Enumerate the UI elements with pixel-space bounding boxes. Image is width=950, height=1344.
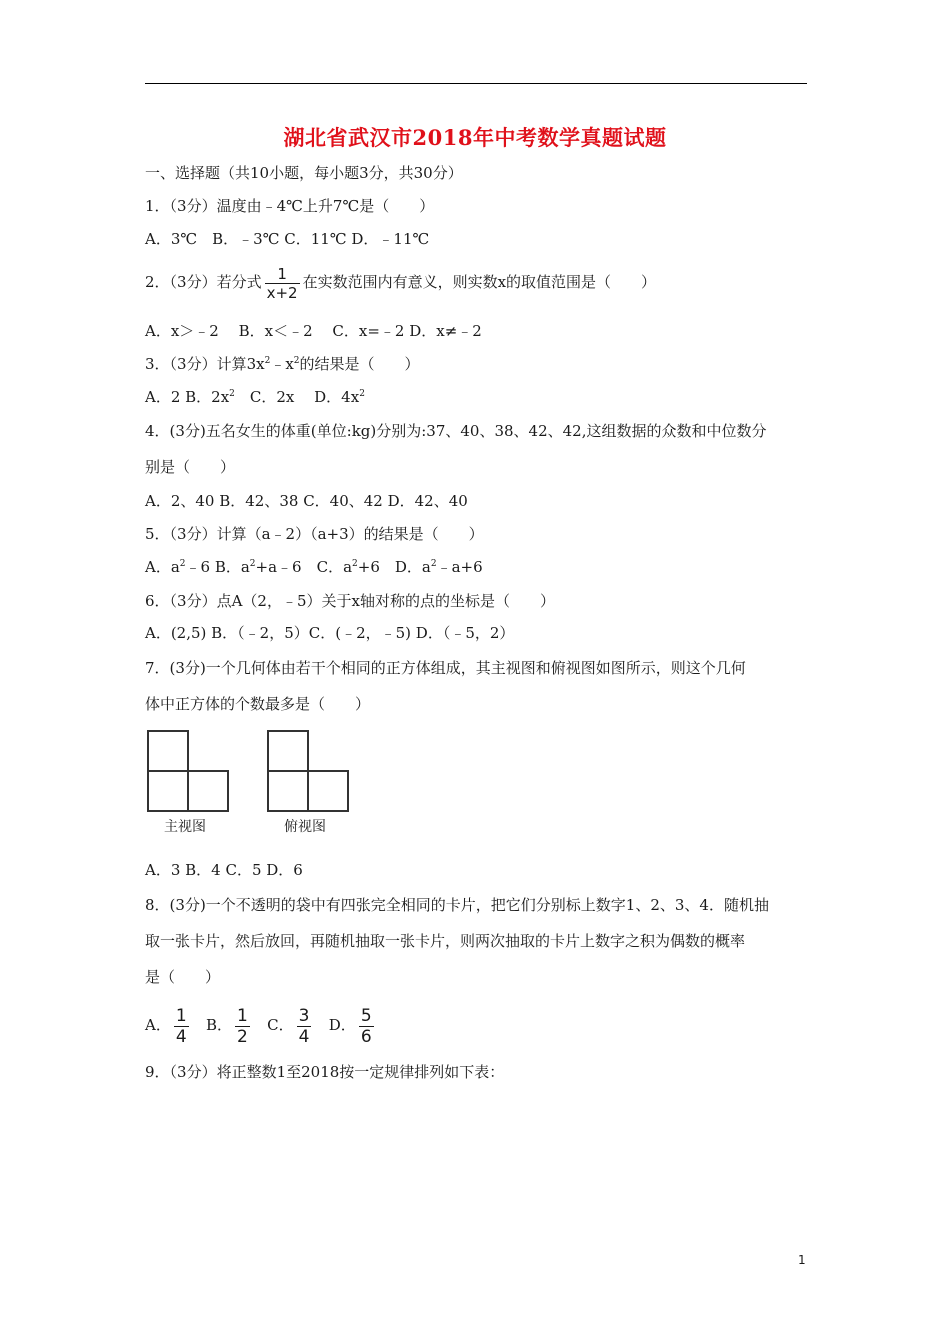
q1-options: A．3℃ B．﹣3℃ C．11℃ D．﹣11℃: [145, 230, 430, 248]
q3-stem: 3．（3分）计算$3x^2﹣x^2$的结果是（ ）: [145, 355, 420, 373]
top-view-label: 俯视图: [284, 819, 326, 835]
q8-stem-line1: 8．(3分)一个不透明的袋中有四张完全相同的卡片，把它们分别标上数字1、2、3、4．随机抽: [145, 896, 769, 914]
q4-stem-line2: 别是（ ）: [145, 458, 236, 476]
q7-options: A．3 B．4 C．5 D．6: [145, 861, 303, 879]
q4-stem-line1: 4．(3分)五名女生的体重(单位:kg)分别为:37、40、38、42、42,这组数据的众数和中位数分: [145, 422, 767, 440]
q8-options: [145, 1003, 377, 1047]
top-view-drawing: [266, 728, 356, 818]
q5-stem: 5．（3分）计算（a﹣2）（a+3）的结果是（ ）: [145, 525, 484, 543]
section-heading: 一、选择题（共10小题，每小题3分，共30分）: [145, 164, 463, 182]
front-view-drawing: [146, 728, 236, 818]
q2-options: A．x＞﹣2 B．x＜﹣2 C．x=﹣2 D．x≠﹣2: [145, 322, 482, 340]
header-rule: [145, 83, 807, 84]
q5-options: A．$a^2﹣6$ B．$a^2+a﹣6$ C．$a^2+6$ D．$a^2﹣a+6$: [145, 558, 483, 576]
q9-stem: 9．（3分）将正整数1至2018按一定规律排列如下表：: [145, 1063, 505, 1081]
q8-stem-line3: 是（ ）: [145, 968, 221, 986]
q2-stem: 2．（3分）若分式 $\frac{1}{x+2}$ 在实数范围内有意义，则实数x的取值范围是（ ）: [145, 264, 657, 302]
page-number: 1: [798, 1253, 806, 1267]
q8-option-b: B． $\frac{1}{2}$: [205, 1005, 248, 1047]
front-view-figure: [146, 728, 236, 838]
q8-option-a: A． $\frac{1}{4}$: [145, 1005, 187, 1047]
front-view-label: 主视图: [164, 819, 206, 835]
q8-stem-line2: 取一张卡片，然后放回，再随机抽取一张卡片，则两次抽取的卡片上数字之积为偶数的概率: [145, 932, 746, 950]
q7-stem-line1: 7．(3分)一个几何体由若干个相同的正方体组成，其主视图和俯视图如图所示，则这个几何: [145, 659, 746, 677]
q6-stem: 6．（3分）点A（2，﹣5）关于x轴对称的点的坐标是（ ）: [145, 592, 555, 610]
q1-stem: 1．（3分）温度由﹣4℃上升7℃是（ ）: [145, 197, 435, 215]
q8-option-d: D． $\frac{5}{6}$: [328, 1005, 372, 1047]
top-view-figure: [266, 728, 356, 838]
q2-fraction: $\frac{1}{x+2}$: [266, 264, 298, 302]
q3-options: A．2 B．$2x^2$ C．2x D．$4x^2$: [145, 388, 365, 406]
q4-options: A．2、40 B．42、38 C．40、42 D．42、40: [145, 492, 468, 510]
q6-options: A．(2,5) B．（﹣2，5）C．(﹣2，﹣5) D．（﹣5，2）: [145, 624, 515, 642]
page-title: 湖北省武汉市2018年中考数学真题试题: [283, 125, 667, 150]
q8-option-c: C． $\frac{3}{4}$: [267, 1005, 310, 1047]
q7-stem-line2: 体中正方体的个数最多是（ ）: [145, 695, 371, 713]
